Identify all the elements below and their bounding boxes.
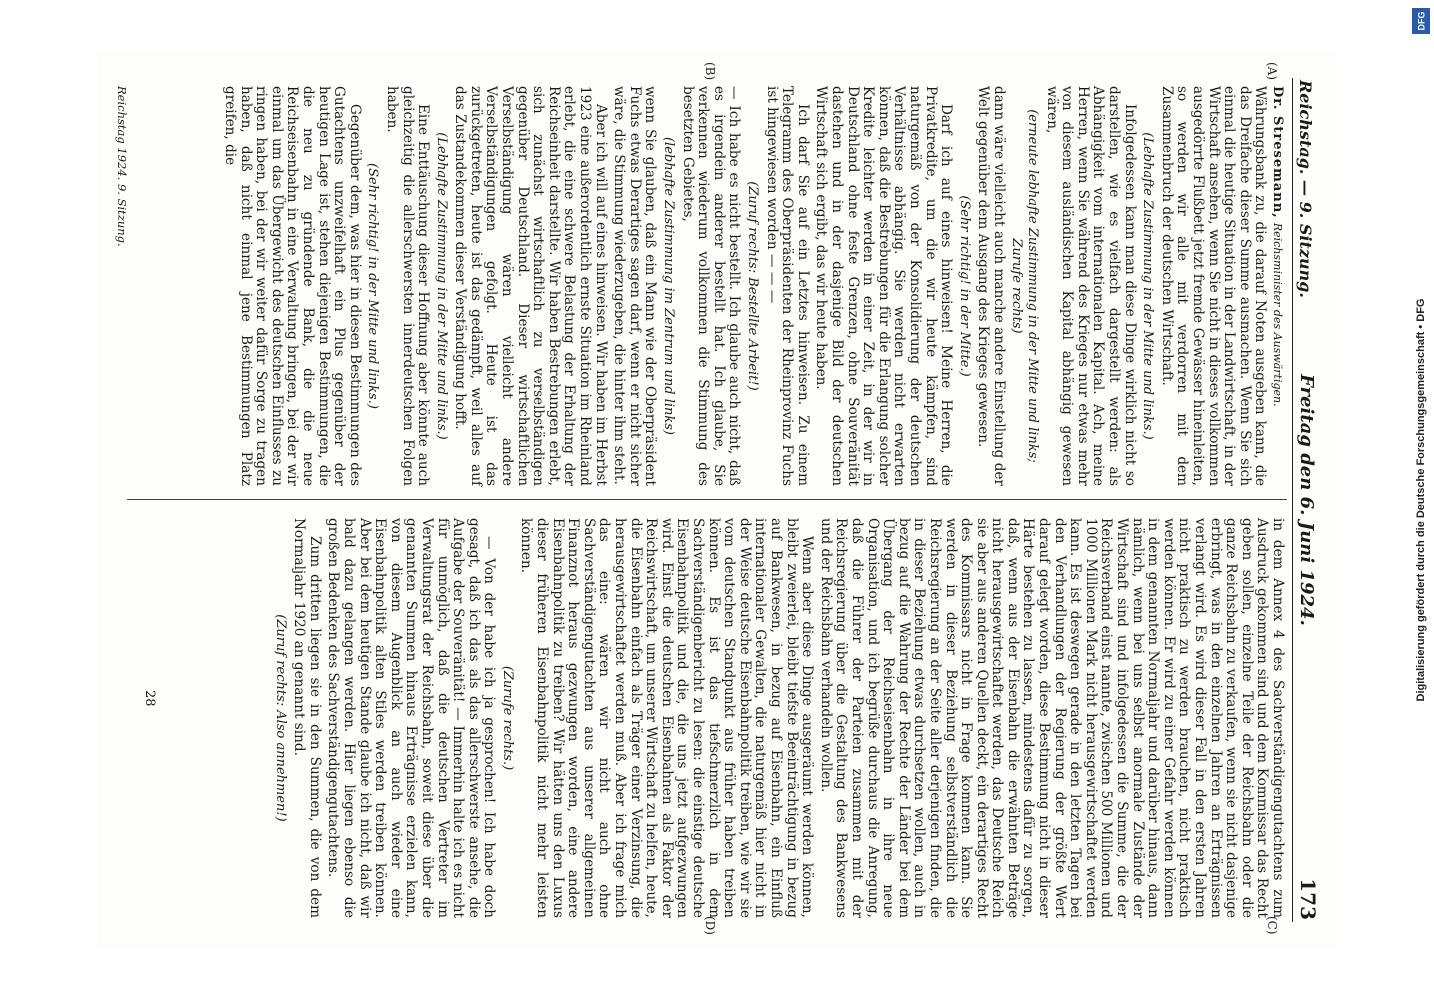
scanned-page bbox=[97, 50, 1337, 950]
left-column-body bbox=[221, 86, 1267, 486]
margin-mark-d: (D) bbox=[703, 916, 717, 935]
interjection: (Zurufe rechts.) bbox=[499, 665, 515, 771]
paragraph: — Ich habe es nicht bestellt. Ich glaube auch nicht, daß es irgendein anderer bestellt hat. Ich glaube, Sie verkennen wiederum vollkommen die Stimmung des besetzten Gebietes, bbox=[679, 86, 743, 486]
interjection: (Sehr richtig! in der Mitte.) bbox=[956, 195, 972, 377]
header-date: Freitag den 6. Juni 1924. bbox=[1296, 374, 1317, 626]
header-left: Reichstag. — 9. Sitzung. bbox=[1296, 80, 1315, 298]
interjection: (Zuruf rechts: Bestellte Arbeit!) bbox=[745, 181, 760, 391]
funding-sidebar bbox=[1408, 0, 1434, 1000]
interjection: (lebhafte Zustimmung im Zentrum und links) bbox=[661, 136, 677, 436]
paragraph: Darf ich auf eines hinweisen! Meine Herren, die Privatkredite, um die wir heute kämpfen, sind naturgemäß von der Konsolidierung der deutschen Verhältnisse abhängig. Sie werden nicht erwarten können, daß die Bestrebungen für die Erlangung solcher Kredite leichter werden in einer Zeit, in der wir in Deutschland ohne feste Grenzen, ohne Souveränität dastehen und in der dasjenige Bild der deutschen Wirtschaft sich ergibt, das wir heute haben. bbox=[813, 86, 955, 486]
margin-mark-c: (C) bbox=[1265, 916, 1279, 935]
interjection: (Sehr richtig! in der Mitte und links.) bbox=[365, 163, 381, 409]
page-header bbox=[1292, 78, 1323, 922]
interjection: (Zuruf rechts: Also annehmen!) bbox=[272, 614, 288, 822]
left-column bbox=[218, 86, 1285, 486]
interjection: (Lebhafte Zustimmung in der Mitte und links.) bbox=[1140, 132, 1156, 440]
paragraph: Eine Enttäuschung dieser Hoffnung aber könnte auch gleichzeitig die allerschwersten innerdeutschen Folgen haben. bbox=[383, 86, 432, 486]
interjection: (erneute lebhafte Zustimmung in der Mitte und links; Zurufe rechts) bbox=[1009, 109, 1041, 463]
paragraph: wenn Sie glauben, daß ein Mann wie der Oberpräsident Fuchs etwas Derartiges sagen darf, wenn er nicht sicher wäre, die Stimmung wiederzugeben, die hinter ihm steht. bbox=[611, 86, 659, 486]
funding-notice: Digitalisierung gefördert durch die Deutsche Forschungsgemeinschaft • DFG bbox=[1415, 298, 1427, 702]
paragraph: Ich darf Sie auf ein Letztes hinweisen. Zu einem Telegramm des Oberpräsidenten der Rheinprovinz Fuchs ist hingewiesen worden — — — bbox=[763, 86, 811, 486]
right-column bbox=[269, 518, 1285, 918]
page-number: 173 bbox=[1296, 878, 1320, 920]
paragraph: Wenn aber diese Dinge ausgeräumt werden können, bleibt zweierlei, bleibt tiefste Beeinträchtigung in bezug auf Bankwesen, in bezug auf Eisenbahn, ein Einfluß internationaler Gewalten, die naturgemäß hier nicht in der Weise deutsche Eisenbahnpolitik treiben, wie wir sie vom deutschen Standpunkt aus früher haben treiben können. Es ist das tiefschmerzlich in dem Sachverständigenbericht zu lesen: die einstige deutsche Eisenbahnpolitik und die, die uns jetzt aufgezwungen wird. Einst die deutschen Eisenbahnen als Faktor der Reichswirtschaft, um unserer Wirtschaft zu helfen, heute, die Eisenbahn einfach als Träger einer Verzinsung, die herausgewirtschaftet werden muß. Aber ich frage mich das eine: wären wir nicht auch ohne Sachverständigengutachten aus unserer allgemeinen Finanznot heraus gezwungen worden, eine andere Eisenbahnpolitik zu treiben? Wir hätten uns den Luxus dieser früheren Eisenbahnpolitik nicht mehr leisten können. bbox=[518, 518, 816, 918]
speaker-line bbox=[1269, 86, 1285, 486]
dfg-logo-text: DFG bbox=[1416, 11, 1426, 31]
right-column-body bbox=[272, 518, 1285, 918]
footer-imprint: Reichstag 1924. 9. Sitzung. bbox=[115, 86, 129, 247]
paragraph: Aber ich will auf eines hinweisen. Wir haben im Herbst 1923 eine außerordentlich ernste Situation im Rheinland erlebt, die eine schwere Belastung der Erhaltung der Reichseinheit darstellte. Wir haben Bestrebungen erlebt, sich zunächst wirtschaftlich zu verselbständigen gegenüber Deutschland. Dieser wirtschaftlichen Verselbständigung wären vielleicht andere Verselbständigungen gefolgt. Heute ist das zurückgetreten, heute ist das gedämpft, weil alles auf das Zustandekommen dieser Verständigung hofft. bbox=[452, 86, 609, 486]
sheet-signature: 28 bbox=[142, 690, 157, 707]
paragraph: Gegenüber dem, was hier in diesen Bestimmungen des Gutachtens unzweifelhaft ein Plus gegenüber der heutigen Lage ist, stehen diejenigen Bestimmungen, die die neu zu gründende Bank, die die neue Reichseisenbahn in eine Verwaltung bringen, bei der wir einmal um das Übergewicht des deutschen Einflusses zu ringen haben, bei der wir weiter dafür Sorge zu tragen haben, daß nicht einmal jene Bestimmungen Platz greifen, die bbox=[222, 86, 363, 486]
interjection: (Lebhafte Zustimmung in der Mitte und links.) bbox=[433, 132, 449, 440]
margin-mark-a: (A) bbox=[1265, 62, 1279, 81]
margin-mark-b: (B) bbox=[703, 62, 717, 81]
dfg-logo-icon bbox=[1412, 8, 1430, 34]
paragraph: Zum dritten liegen sie in den Summen, die von dem Normaljahr 1920 an genannt sind. bbox=[291, 518, 323, 918]
paragraph: Währungsbank zu, die darauf Noten ausgeben kann, die das Dreifache dieser Summe ausmachen. Wenn Sie sich einmal die heutige Situation in der Landwirtschaft, in der Wirtschaft ansehen, wenn Sie nicht in dieses vollkommen ausgedörrte Flußbett jetzt fremde Gewässer hineinleiten, so werden wir alle mit verdorren mit dem Zusammenbruch der deutschen Wirtschaft. bbox=[1158, 86, 1269, 486]
paragraph: — Von der habe ich ja gesprochen! Ich habe doch gesagt, daß ich das als das allerschwerste ansehe, die Aufgabe der Souveränität! — Immerhin halte ich es nicht für unmöglich, daß die deutschen Vertreter im Verwaltungsrat der Reichsbahn, soweit diese über die genannten Summen hinaus Erträgnisse erzielen kann, von diesem Augenblick an auch wieder eine Eisenbahnpolitik alten Stiles werden treiben können. Aber bei dem heutigen Stande glaube ich nicht, daß wir bald dazu gelangen werden. Hier liegen ebenso die großen Bedenken des Sachverständigengutachtens. bbox=[325, 518, 498, 918]
paragraph: Infolgedessen kann man diese Dinge wirklich nicht so darstellen, wie es vielfach dargestellt werden: als Abhängigkeit vom internationalen Kapital. Ach, meine Herren, wenn Sie während des Krieges nur etwas mehr von diesem ausländischen Kapital abhängig gewesen wären, bbox=[1043, 86, 1138, 486]
paragraph: dann wäre vielleicht auch manche andere Einstellung der Welt gegenüber dem Ausgang des Krieges gewesen. bbox=[975, 86, 1007, 486]
speaker-role: Reichsminister des Auswärtigen. bbox=[1271, 222, 1284, 407]
paragraph: in dem Annex 4 des Sachverständigengutachtens zum Ausdruck gekommen sind und dem Kommissar das Recht geben sollen, einzelne Teile der Reichsbahn oder die ganze Reichsbahn zu verkaufen, wenn sie nicht dasjenige erbringt, was in den einzelnen Jahren an Erträgnissen verlangt wird. Es wird dieser Fall in den ersten Jahren nicht praktisch zu werden brauchen, nicht praktisch werden können. Er wird zu einer Gefahr werden können in dem genannten Normaljahr und darüber hinaus, dann nämlich, wenn bei uns selbst anormale Zustände der Wirtschaft sind und infolgedessen die Summe, die der Reichsverband einst nannte, zwischen 500 Millionen und 1000 Millionen Mark nicht herausgewirtschaftet werden kann. Es ist deswegen gerade in den letzten Tagen bei den Verhandlungen der Regierung der größte Wert darauf gelegt worden, diese Bestimmung nicht in dieser Härte bestehen zu lassen, mindestens dafür zu sorgen, daß, wenn aus der Eisenbahn die erwähnten Beträge nicht herausgewirtschaftet werden, das Deutsche Reich sie aber aus anderen Quellen deckt, ein derartiges Recht des Kommissars nicht in Frage kommen kann. Sie werden in dieser Beziehung selbstverständlich die Reichsregierung an der Seite aller derjenigen finden, die in dieser Beziehung etwas durchsetzen wollen, auch in bezug auf die Wahrung der Rechte der Länder bei dem Übergang der Reichseisenbahn in ihre neue Organisation, und ich begrüße durchaus die Anregung, daß die Führer der Parteien zusammen mit der Reichsregierung über die Gestaltung des Bankwesens und der Reichsbahn verhandeln wollen. bbox=[817, 518, 1286, 918]
speaker-name: Dr. Stresemann, bbox=[1270, 86, 1285, 219]
column-divider bbox=[127, 499, 1287, 500]
